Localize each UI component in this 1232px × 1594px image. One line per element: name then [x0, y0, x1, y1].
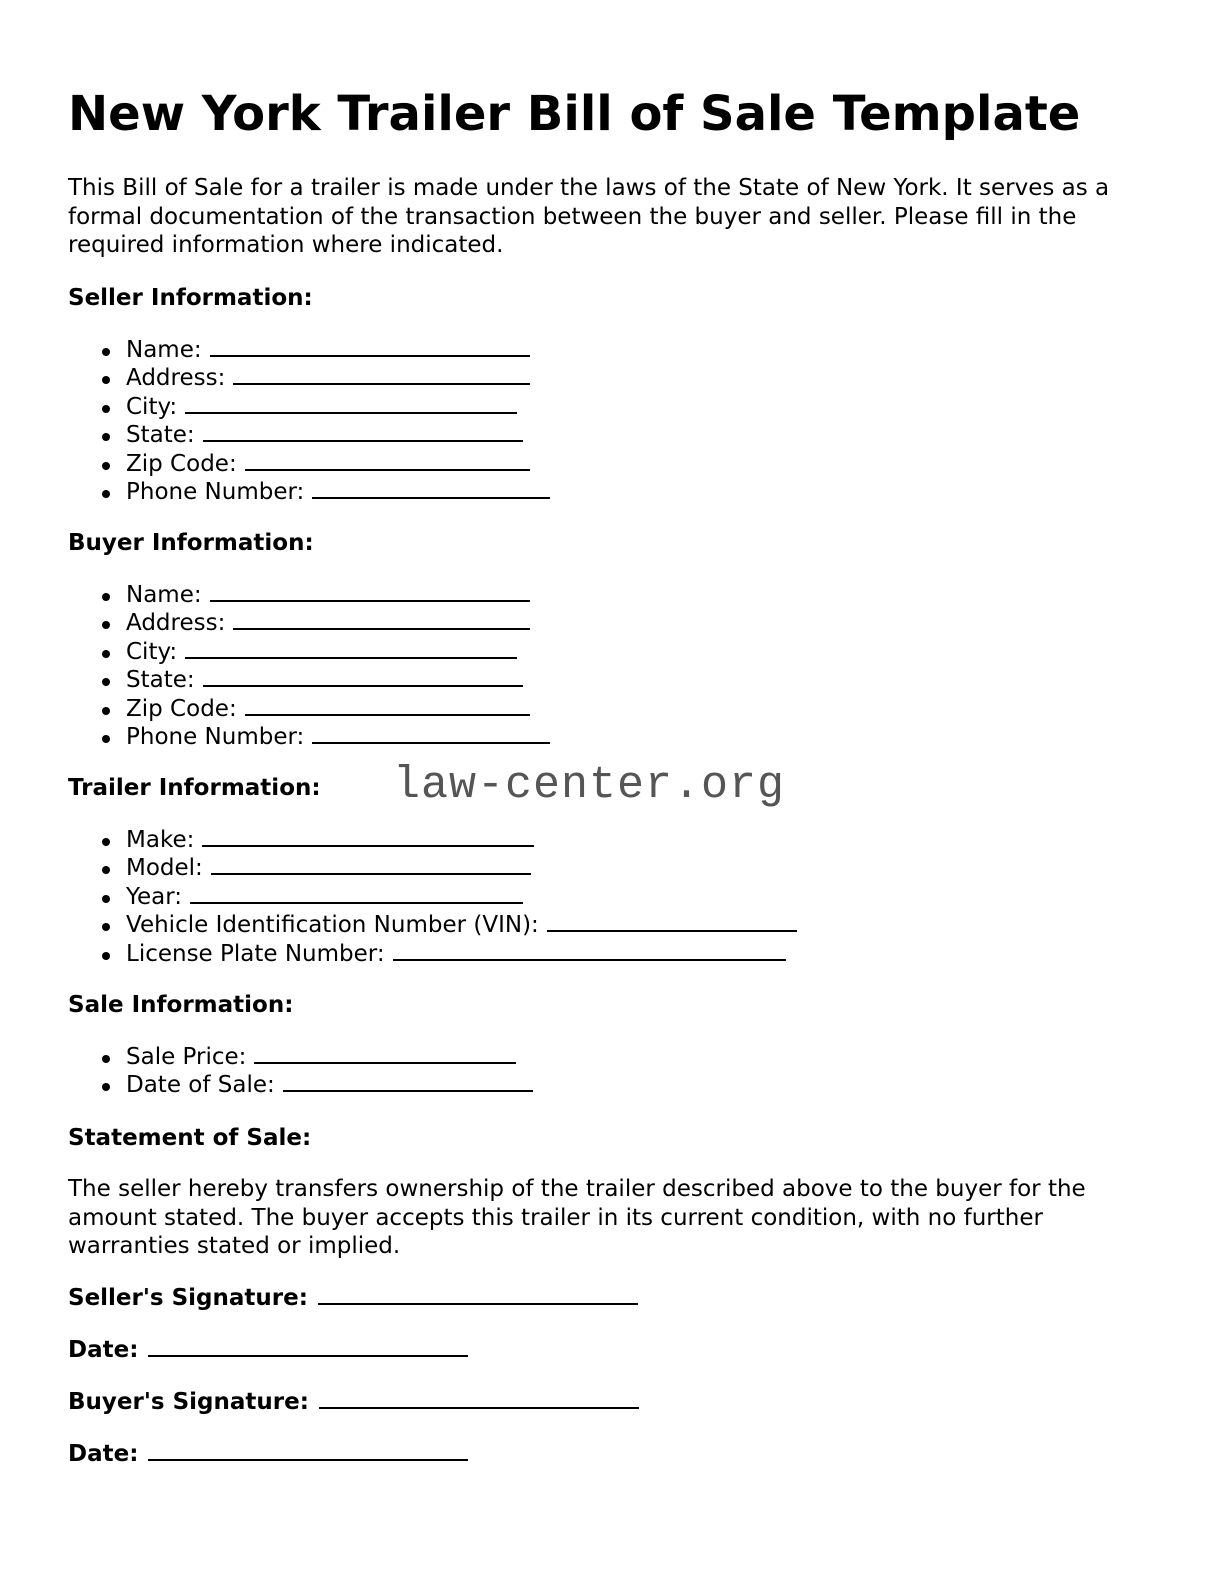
- buyer-signature-label: Buyer's Signature:: [68, 1389, 309, 1415]
- trailer-make-field: [68, 826, 797, 854]
- field-label: Model:: [126, 855, 203, 882]
- buyer-signature-line: [68, 1388, 639, 1416]
- seller-heading: Seller Information:: [68, 285, 313, 311]
- field-label: License Plate Number:: [126, 940, 385, 967]
- fill-in-blank[interactable]: [210, 337, 530, 357]
- field-label: Zip Code:: [126, 695, 237, 722]
- buyer-phone-field: [68, 723, 550, 751]
- buyer-zip-field: [68, 695, 550, 723]
- fill-in-blank[interactable]: [185, 639, 517, 659]
- bullet-icon: [102, 462, 110, 470]
- fill-in-blank[interactable]: [312, 724, 550, 744]
- statement-paragraph: The seller hereby transfers ownership of the trailer described above to the buyer for the amount stated. The buyer accepts this trailer in its current condition, with no further warranties stated or implied.: [68, 1176, 1086, 1259]
- fill-in-blank[interactable]: [245, 451, 530, 471]
- seller-date-label: Date:: [68, 1337, 139, 1363]
- bullet-icon: [102, 348, 110, 356]
- field-label: Phone Number:: [126, 478, 305, 505]
- seller-fields: [68, 336, 550, 506]
- seller-signature-label: Seller's Signature:: [68, 1285, 308, 1311]
- field-label: City:: [126, 393, 178, 420]
- bullet-icon: [102, 433, 110, 441]
- field-label: Date of Sale:: [126, 1072, 275, 1099]
- fill-in-blank[interactable]: [202, 827, 534, 847]
- field-label: City:: [126, 638, 178, 665]
- seller-signature-blank[interactable]: [318, 1285, 638, 1305]
- fill-in-blank[interactable]: [233, 365, 530, 385]
- bullet-icon: [102, 593, 110, 601]
- fill-in-blank[interactable]: [203, 667, 523, 687]
- field-label: Phone Number:: [126, 723, 305, 750]
- page-title: New York Trailer Bill of Sale Template: [68, 86, 1081, 142]
- buyer-name-field: [68, 581, 550, 609]
- seller-date-blank[interactable]: [148, 1337, 468, 1357]
- trailer-fields: [68, 826, 797, 968]
- bullet-icon: [102, 707, 110, 715]
- bullet-icon: [102, 952, 110, 960]
- seller-phone-field: [68, 478, 550, 506]
- field-label: State:: [126, 422, 195, 449]
- bullet-icon: [102, 838, 110, 846]
- trailer-vin-field: [68, 911, 797, 939]
- seller-name-field: [68, 336, 550, 364]
- statement-heading: Statement of Sale:: [68, 1125, 312, 1151]
- bullet-icon: [102, 895, 110, 903]
- fill-in-blank[interactable]: [283, 1072, 533, 1092]
- sale-heading: Sale Information:: [68, 992, 294, 1018]
- seller-address-field: [68, 364, 550, 392]
- buyer-heading: Buyer Information:: [68, 530, 314, 556]
- sale-date-field: [68, 1071, 533, 1099]
- bullet-icon: [102, 376, 110, 384]
- watermark-text: law-center.org: [393, 760, 786, 811]
- field-label: Address:: [126, 610, 226, 637]
- seller-city-field: [68, 393, 550, 421]
- buyer-signature-blank[interactable]: [319, 1389, 639, 1409]
- fill-in-blank[interactable]: [233, 610, 530, 630]
- intro-paragraph: This Bill of Sale for a trailer is made under the laws of the State of New York. It serves as a formal documentation of the transaction between the buyer and seller. Please fill in the required information where indicated.: [68, 175, 1110, 258]
- fill-in-blank[interactable]: [211, 855, 531, 875]
- buyer-date-blank[interactable]: [148, 1441, 468, 1461]
- fill-in-blank[interactable]: [312, 479, 550, 499]
- seller-zip-field: [68, 450, 550, 478]
- trailer-heading: Trailer Information:: [68, 775, 321, 801]
- fill-in-blank[interactable]: [185, 394, 517, 414]
- fill-in-blank[interactable]: [203, 422, 523, 442]
- fill-in-blank[interactable]: [245, 696, 530, 716]
- bullet-icon: [102, 923, 110, 931]
- bullet-icon: [102, 650, 110, 658]
- trailer-year-field: [68, 883, 797, 911]
- seller-date-line: [68, 1336, 468, 1364]
- fill-in-blank[interactable]: [254, 1044, 516, 1064]
- field-label: State:: [126, 667, 195, 694]
- bullet-icon: [102, 1055, 110, 1063]
- trailer-model-field: [68, 854, 797, 882]
- bullet-icon: [102, 490, 110, 498]
- fill-in-blank[interactable]: [190, 884, 523, 904]
- field-label: Sale Price:: [126, 1044, 247, 1070]
- field-label: Make:: [126, 827, 195, 853]
- field-label: Name:: [126, 582, 202, 608]
- bullet-icon: [102, 735, 110, 743]
- fill-in-blank[interactable]: [210, 582, 530, 602]
- buyer-address-field: [68, 609, 550, 637]
- field-label: Zip Code:: [126, 450, 237, 477]
- buyer-city-field: [68, 638, 550, 666]
- fill-in-blank[interactable]: [547, 912, 797, 932]
- buyer-fields: [68, 581, 550, 751]
- bullet-icon: [102, 678, 110, 686]
- field-label: Name:: [126, 337, 202, 363]
- bullet-icon: [102, 405, 110, 413]
- bullet-icon: [102, 866, 110, 874]
- field-label: Vehicle Identification Number (VIN):: [126, 912, 539, 939]
- buyer-state-field: [68, 666, 550, 694]
- sale-price-field: [68, 1043, 533, 1071]
- bullet-icon: [102, 621, 110, 629]
- seller-state-field: [68, 421, 550, 449]
- field-label: Year:: [126, 883, 183, 910]
- trailer-plate-field: [68, 940, 797, 968]
- sale-fields: [68, 1043, 533, 1100]
- buyer-date-label: Date:: [68, 1441, 139, 1467]
- fill-in-blank[interactable]: [393, 941, 786, 961]
- field-label: Address:: [126, 365, 226, 392]
- bullet-icon: [102, 1083, 110, 1091]
- buyer-date-line: [68, 1440, 468, 1468]
- seller-signature-line: [68, 1284, 638, 1312]
